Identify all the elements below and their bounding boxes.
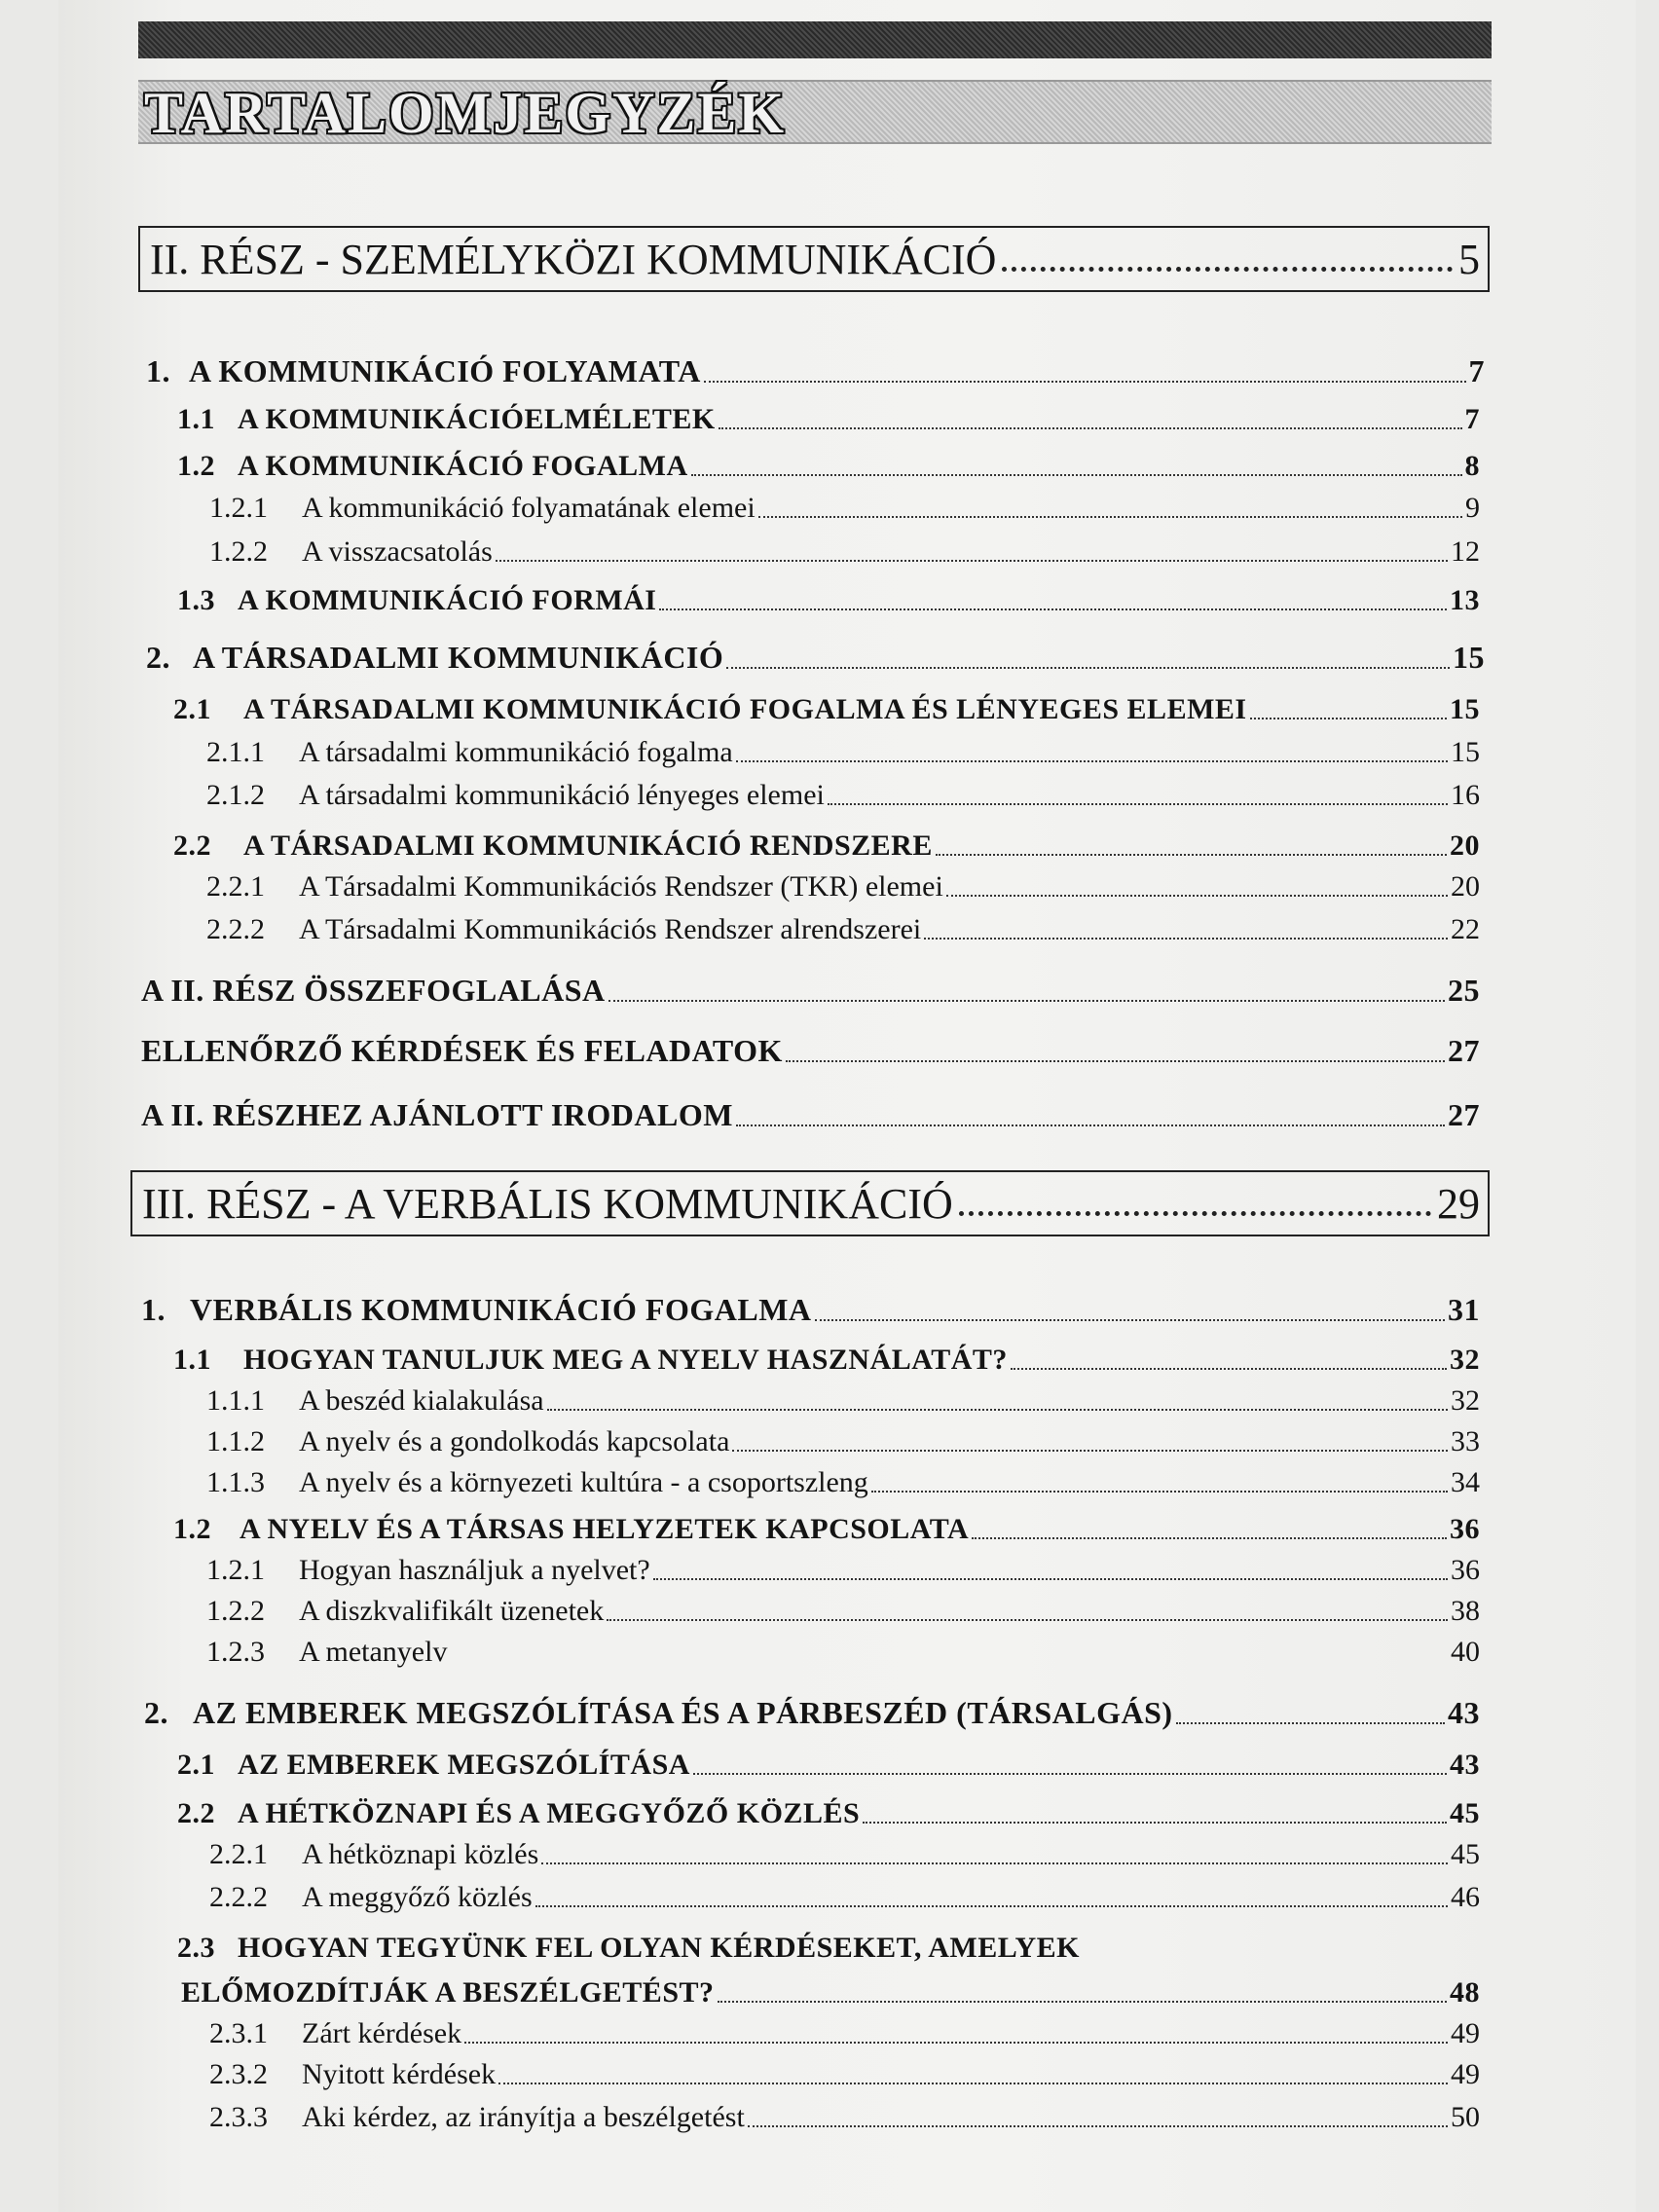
entry-title: ELŐMOZDÍTJÁK A BESZÉLGETÉST? bbox=[181, 1976, 715, 2009]
page-number: 20 bbox=[1451, 870, 1480, 903]
page-number: 45 bbox=[1450, 1797, 1480, 1829]
toc-entry bbox=[177, 403, 1480, 436]
toc-entry bbox=[206, 1384, 1480, 1418]
toc-entry bbox=[206, 1466, 1480, 1499]
entry-number: 2.3 bbox=[177, 1932, 215, 1964]
entry-title: Aki kérdez, az irányítja a beszélgetést bbox=[302, 2101, 745, 2133]
dot-leader bbox=[972, 1537, 1447, 1539]
toc-entry bbox=[177, 1932, 1480, 1965]
header-rule bbox=[138, 21, 1492, 58]
dot-leader bbox=[786, 1060, 1445, 1062]
toc-entry bbox=[177, 584, 1480, 617]
dot-leader bbox=[704, 381, 1466, 383]
toc-entry bbox=[173, 1344, 1480, 1377]
entry-title: A KOMMUNIKÁCIÓ FOGALMA bbox=[238, 450, 688, 482]
entry-number: 2.3.2 bbox=[209, 2058, 268, 2090]
entry-title: A nyelv és a környezeti kultúra - a csoportszleng bbox=[299, 1466, 868, 1498]
toc-entry bbox=[144, 1695, 1480, 1731]
toc-entry bbox=[177, 1797, 1480, 1830]
dot-leader bbox=[732, 1450, 1448, 1452]
toc-entry bbox=[173, 1513, 1480, 1546]
entry-title: A diszkvalifikált üzenetek bbox=[299, 1595, 605, 1627]
page-number: 36 bbox=[1451, 1554, 1480, 1586]
entry-title: A meggyőző közlés bbox=[302, 1881, 533, 1913]
entry-number: 1.3 bbox=[177, 584, 215, 616]
dot-leader bbox=[659, 608, 1447, 610]
entry-title: A KOMMUNIKÁCIÓ FORMÁI bbox=[238, 584, 657, 616]
entry-number: 2.2 bbox=[173, 830, 211, 862]
page-number: 49 bbox=[1451, 2058, 1480, 2090]
page-number: 46 bbox=[1451, 1881, 1480, 1913]
toc-entry bbox=[146, 640, 1485, 676]
page-number: 15 bbox=[1450, 693, 1480, 725]
toc-entry bbox=[141, 1292, 1480, 1328]
dot-leader bbox=[607, 1619, 1448, 1621]
page-number: 43 bbox=[1448, 1695, 1480, 1730]
entry-number: 2.2.1 bbox=[209, 1838, 268, 1870]
entry-number: 2. bbox=[146, 640, 170, 675]
entry-number: 2.3.3 bbox=[209, 2101, 268, 2133]
toc-entry bbox=[173, 693, 1480, 726]
toc-entry bbox=[209, 2101, 1480, 2134]
toc-entry bbox=[209, 1838, 1480, 1871]
page-number: 8 bbox=[1464, 450, 1480, 482]
entry-number: 1.2.2 bbox=[209, 535, 268, 568]
dot-leader bbox=[736, 1124, 1445, 1126]
page-number: 7 bbox=[1464, 403, 1480, 435]
entry-title: A Társadalmi Kommunikációs Rendszer alrendszerei bbox=[299, 913, 922, 945]
entry-number: 1.1.2 bbox=[206, 1425, 265, 1457]
dot-leader bbox=[1002, 267, 1453, 272]
dot-leader bbox=[758, 516, 1462, 518]
dot-leader bbox=[726, 667, 1450, 669]
dot-leader bbox=[871, 1491, 1448, 1493]
page-number: 25 bbox=[1448, 973, 1480, 1008]
page-number: 43 bbox=[1450, 1749, 1480, 1781]
entry-number: 1.1.1 bbox=[206, 1384, 265, 1417]
entry-number: 2.1 bbox=[173, 693, 211, 725]
page-number: 7 bbox=[1468, 353, 1485, 388]
page-number: 29 bbox=[1437, 1179, 1480, 1228]
entry-title: Nyitott kérdések bbox=[302, 2058, 497, 2090]
page-title: TARTALOMJEGYZÉK bbox=[144, 81, 787, 145]
page-number: 22 bbox=[1451, 913, 1480, 945]
dot-leader bbox=[936, 854, 1447, 856]
entry-number: 2.2.1 bbox=[206, 870, 265, 903]
page-number: 40 bbox=[1451, 1636, 1480, 1668]
dot-leader bbox=[693, 1773, 1447, 1775]
entry-title: A TÁRSADALMI KOMMUNIKÁCIÓ RENDSZERE bbox=[243, 830, 933, 862]
toc-entry bbox=[181, 1976, 1480, 2009]
part-title: III. RÉSZ - A VERBÁLIS KOMMUNIKÁCIÓ bbox=[142, 1179, 953, 1228]
toc-entry bbox=[206, 1636, 1480, 1669]
entry-number: 1.1 bbox=[177, 403, 215, 435]
dot-leader bbox=[719, 427, 1462, 429]
entry-title: A II. RÉSZHEZ AJÁNLOTT IRODALOM bbox=[141, 1097, 733, 1132]
dot-leader bbox=[748, 2125, 1448, 2127]
page-number: 34 bbox=[1451, 1466, 1480, 1498]
page-number: 15 bbox=[1451, 736, 1480, 768]
dot-leader bbox=[653, 1578, 1448, 1580]
dot-leader bbox=[1011, 1368, 1447, 1370]
part-heading-3 bbox=[130, 1170, 1490, 1236]
entry-title: A visszacsatolás bbox=[302, 535, 493, 568]
entry-number: 2.2 bbox=[177, 1797, 215, 1829]
entry-number: 1.2.2 bbox=[206, 1595, 265, 1627]
entry-title: AZ EMBEREK MEGSZÓLÍTÁSA bbox=[238, 1749, 690, 1781]
page-number: 48 bbox=[1450, 1976, 1480, 2009]
entry-title: AZ EMBEREK MEGSZÓLÍTÁSA ÉS A PÁRBESZÉD (TÁRSALGÁS) bbox=[193, 1695, 1173, 1730]
entry-number: 1.1.3 bbox=[206, 1466, 265, 1498]
page-number: 12 bbox=[1451, 535, 1480, 568]
dot-leader bbox=[946, 895, 1448, 897]
dot-leader bbox=[498, 2083, 1448, 2084]
toc-entry bbox=[177, 450, 1480, 483]
title-band bbox=[138, 80, 1492, 144]
entry-number: 2.3.1 bbox=[209, 2017, 268, 2049]
entry-title: A metanyelv bbox=[299, 1636, 448, 1668]
entry-number: 1.2.3 bbox=[206, 1636, 265, 1668]
toc-entry bbox=[206, 1554, 1480, 1587]
entry-title: A hétköznapi közlés bbox=[302, 1838, 539, 1870]
entry-title: A társadalmi kommunikáció lényeges elemei bbox=[299, 779, 825, 811]
entry-title: HOGYAN TANULJUK MEG A NYELV HASZNÁLATÁT? bbox=[243, 1344, 1008, 1376]
dot-leader bbox=[608, 1000, 1445, 1002]
dot-leader bbox=[1176, 1722, 1445, 1724]
page-number: 20 bbox=[1450, 830, 1480, 862]
entry-number: 1.2.1 bbox=[206, 1554, 265, 1586]
entry-number: 2. bbox=[144, 1695, 168, 1730]
entry-number: 1.2 bbox=[177, 450, 215, 482]
entry-title: A KOMMUNIKÁCIÓELMÉLETEK bbox=[238, 403, 716, 435]
dot-leader bbox=[547, 1409, 1448, 1411]
dot-leader bbox=[718, 2001, 1447, 2003]
page-number: 13 bbox=[1450, 584, 1480, 616]
entry-title: ELLENŐRZŐ KÉRDÉSEK ÉS FELADATOK bbox=[141, 1033, 783, 1068]
entry-title: A nyelv és a gondolkodás kapcsolata bbox=[299, 1425, 730, 1457]
entry-title: A TÁRSADALMI KOMMUNIKÁCIÓ FOGALMA ÉS LÉNYEGES ELEMEI bbox=[243, 693, 1247, 725]
entry-title: A NYELV ÉS A TÁRSAS HELYZETEK KAPCSOLATA bbox=[240, 1513, 970, 1545]
dot-leader bbox=[496, 560, 1448, 562]
page-number: 38 bbox=[1451, 1595, 1480, 1627]
page-number: 45 bbox=[1451, 1838, 1480, 1870]
entry-number: 1.2 bbox=[173, 1513, 211, 1545]
entry-title: A kommunikáció folyamatának elemei bbox=[302, 492, 756, 524]
toc-entry bbox=[173, 830, 1480, 863]
dot-leader bbox=[924, 938, 1448, 940]
toc-entry bbox=[209, 2058, 1480, 2091]
dot-leader bbox=[464, 2042, 1448, 2044]
toc-entry bbox=[141, 1033, 1480, 1069]
page-number: 33 bbox=[1451, 1425, 1480, 1457]
entry-title: Zárt kérdések bbox=[302, 2017, 462, 2049]
dot-leader bbox=[736, 760, 1448, 762]
dot-leader bbox=[1250, 718, 1447, 719]
entry-number: 2.2.2 bbox=[206, 913, 265, 945]
toc-entry bbox=[206, 736, 1480, 769]
dot-leader bbox=[535, 1905, 1448, 1907]
dot-leader bbox=[541, 1862, 1448, 1864]
dot-leader bbox=[691, 474, 1462, 476]
toc-entry bbox=[206, 1595, 1480, 1628]
entry-title: A TÁRSADALMI KOMMUNIKÁCIÓ bbox=[193, 640, 724, 675]
entry-number: 2.1.2 bbox=[206, 779, 265, 811]
entry-title: HOGYAN TEGYÜNK FEL OLYAN KÉRDÉSEKET, AMELYEK bbox=[238, 1932, 1081, 1964]
page-number: 16 bbox=[1451, 779, 1480, 811]
entry-number: 1.1 bbox=[173, 1344, 211, 1376]
toc-entry bbox=[177, 1749, 1480, 1782]
dot-leader bbox=[863, 1822, 1447, 1824]
dot-leader bbox=[828, 803, 1448, 805]
toc-entry bbox=[206, 1425, 1480, 1458]
page-number: 27 bbox=[1448, 1033, 1480, 1068]
part-heading-2 bbox=[138, 226, 1490, 292]
entry-number: 2.1.1 bbox=[206, 736, 265, 768]
toc-entry bbox=[146, 353, 1485, 389]
entry-number: 2.1 bbox=[177, 1749, 215, 1781]
page-number: 5 bbox=[1458, 235, 1480, 283]
page-number: 27 bbox=[1448, 1097, 1480, 1132]
toc-entry bbox=[209, 2017, 1480, 2050]
entry-title: VERBÁLIS KOMMUNIKÁCIÓ FOGALMA bbox=[190, 1292, 812, 1327]
entry-title: A beszéd kialakulása bbox=[299, 1384, 544, 1417]
entry-title: A társadalmi kommunikáció fogalma bbox=[299, 736, 733, 768]
toc-entry bbox=[209, 535, 1480, 569]
toc-entry bbox=[141, 973, 1480, 1009]
toc-entry bbox=[206, 779, 1480, 812]
entry-number: 2.2.2 bbox=[209, 1881, 268, 1913]
entry-title: A KOMMUNIKÁCIÓ FOLYAMATA bbox=[189, 353, 701, 388]
dot-leader bbox=[959, 1211, 1431, 1216]
toc-entry bbox=[141, 1097, 1480, 1133]
toc-entry bbox=[206, 913, 1480, 946]
dot-leader bbox=[815, 1319, 1445, 1321]
entry-title: A HÉTKÖZNAPI ÉS A MEGGYŐZŐ KÖZLÉS bbox=[238, 1797, 861, 1829]
page-number: 32 bbox=[1450, 1344, 1480, 1376]
entry-number: 1. bbox=[146, 353, 170, 388]
entry-number: 1. bbox=[141, 1292, 166, 1327]
entry-title: A II. RÉSZ ÖSSZEFOGLALÁSA bbox=[141, 973, 606, 1008]
page-number: 15 bbox=[1453, 640, 1485, 675]
page-number: 49 bbox=[1451, 2017, 1480, 2049]
toc-entry bbox=[209, 492, 1480, 525]
toc-entry bbox=[209, 1881, 1480, 1914]
entry-title: Hogyan használjuk a nyelvet? bbox=[299, 1554, 650, 1586]
entry-title: A Társadalmi Kommunikációs Rendszer (TKR) elemei bbox=[299, 870, 943, 903]
page-number: 9 bbox=[1465, 492, 1480, 524]
part-title: II. RÉSZ - SZEMÉLYKÖZI KOMMUNIKÁCIÓ bbox=[150, 235, 997, 283]
page-number: 32 bbox=[1451, 1384, 1480, 1417]
entry-number: 1.2.1 bbox=[209, 492, 268, 524]
page-number: 36 bbox=[1450, 1513, 1480, 1545]
page-number: 50 bbox=[1451, 2101, 1480, 2133]
toc-entry bbox=[206, 870, 1480, 903]
page-number: 31 bbox=[1448, 1292, 1480, 1327]
